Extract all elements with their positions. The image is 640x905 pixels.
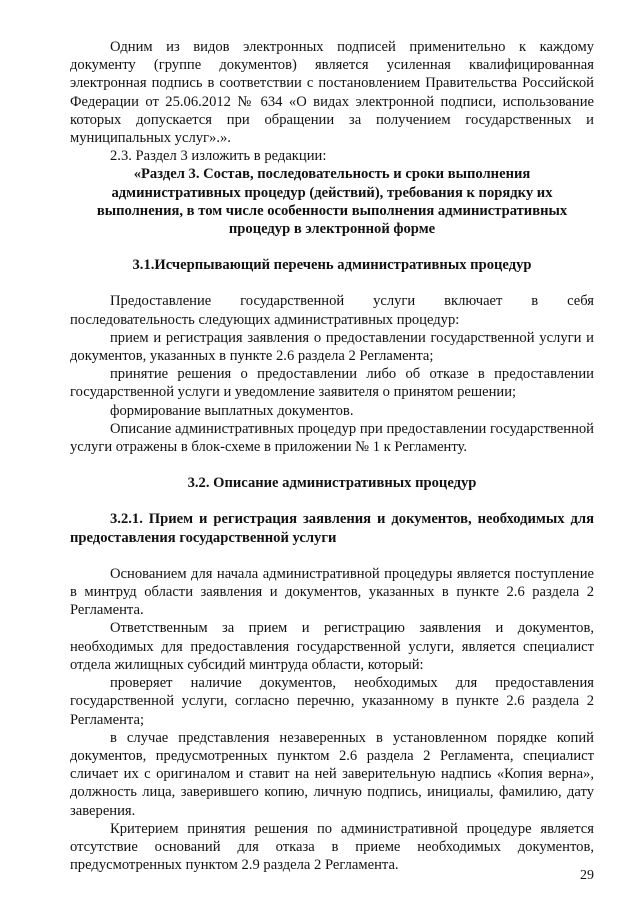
spacer	[70, 274, 594, 292]
section-3-1-heading: 3.1.Исчерпывающий перечень административных процедур	[132, 257, 532, 274]
paragraph: Ответственным за прием и регистрацию заявления и документов, необходимых для предоставления государственной услуги, является специалист отдела жилищных субсидий минтруда области, который:	[70, 620, 594, 673]
paragraph: Основанием для начала административной процедуры является поступление в минтруд области заявления и документов, указанных в пункте 2.6 раздела 2 Регламента.	[70, 565, 594, 619]
paragraph: формирование выплатных документов.	[110, 402, 354, 419]
paragraph: в случае представления незаверенных в установленном порядке копий документов, предусмотренных пунктом 2.6 раздела 2 Регламента, специалист сличает их с оригиналом и ставит на ней заверительную надпись «Копия верна», должность лица, заверившего копию, личную подпись, инициалы, фамилию, дату заверения.	[70, 729, 594, 819]
spacer	[70, 547, 594, 565]
section-3-title: «Раздел 3. Состав, последовательность и сроки выполнения административных процедур (действий), требования к порядку их выполнения, в том числе особенности выполнения административных процедур в электронной форме	[96, 166, 568, 238]
document-page	[70, 38, 594, 874]
paragraph: проверяет наличие документов, необходимых для предоставления государственной услуги, согласно перечню, указанному в пункте 2.6 раздела 2 Регламента;	[70, 675, 594, 728]
spacer	[70, 238, 594, 256]
item-2-3: 2.3. Раздел 3 изложить в редакции:	[110, 148, 327, 165]
intro-paragraph: Одним из видов электронных подписей применительно к каждому документу (группе документов) является усиленная квалифицированная электронная подпись в соответствии с постановлением Правительства Российской Федерации от 25.06.2012 № 634 «О видах электронной подписи, использование которых допускается при обращении за получением государственных и муниципальных услуг».».	[70, 39, 594, 147]
paragraph: Критерием принятия решения по административной процедуре является отсутствие оснований для отказа в приеме необходимых документов, предусмотренных пунктом 2.9 раздела 2 Регламента.	[70, 820, 594, 874]
paragraph: Описание административных процедур при предоставлении государственной услуги отражены в блок-схеме в приложении № 1 к Регламенту.	[70, 420, 594, 456]
spacer	[70, 492, 594, 510]
page-number: 29	[580, 868, 594, 883]
spacer	[70, 456, 594, 474]
paragraph: прием и регистрация заявления о предоставлении государственной услуги и документов, указанных в пункте 2.6 раздела 2 Регламента;	[70, 329, 594, 365]
section-3-2-heading: 3.2. Описание административных процедур	[187, 475, 477, 492]
paragraph: принятие решения о предоставлении либо об отказе в предоставлении государственной услуги и уведомление заявителя о принятом решении;	[70, 366, 594, 401]
section-3-2-1-heading: 3.2.1. Прием и регистрация заявления и документов, необходимых для предоставления государственной услуги	[70, 511, 594, 546]
paragraph: Предоставление государственной услуги включает в себя последовательность следующих административных процедур:	[70, 293, 594, 328]
